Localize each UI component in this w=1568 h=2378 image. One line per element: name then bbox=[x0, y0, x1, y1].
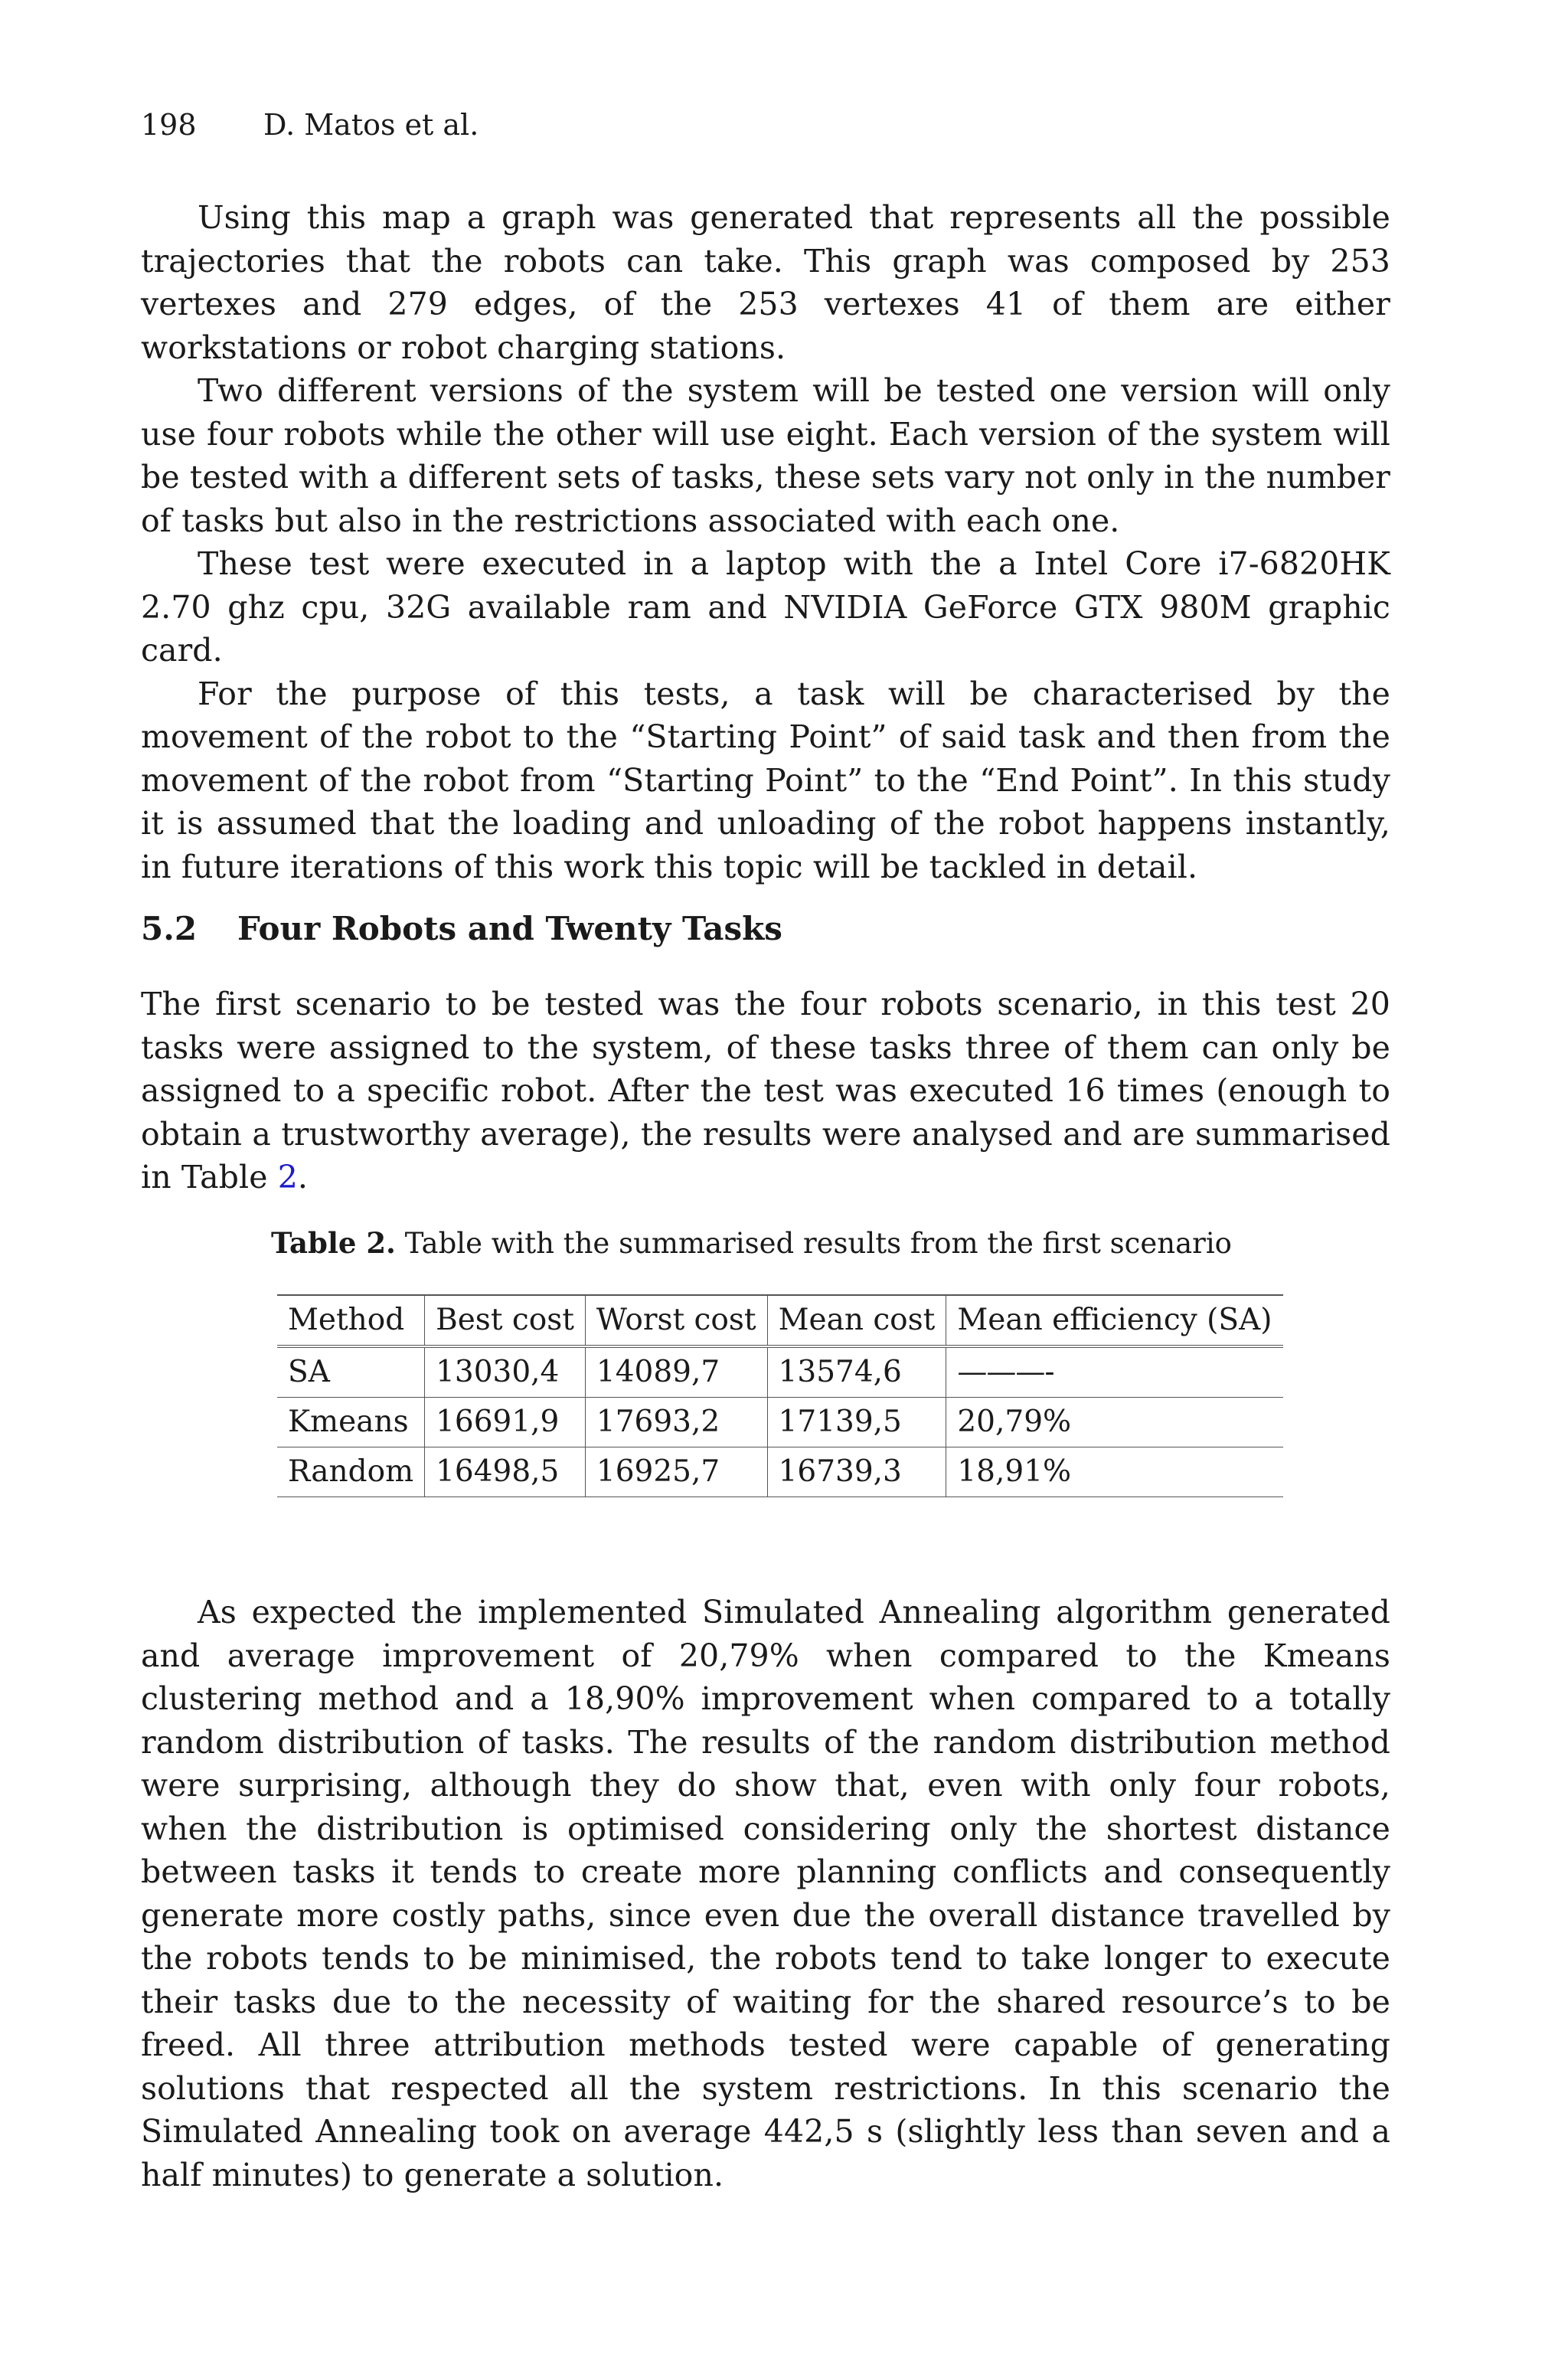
section-intro bbox=[141, 983, 1390, 1199]
paragraph-task-definition: For the purpose of this tests, a task will be characterised by the movement of the robot to the “Starting Point” of said task and then from the movement of the robot from “Starting Point” to the “End Point”. In this study it is assumed that the loading and unloading of the robot happens instantly, in future iterations of this work this topic will be tackled in detail. bbox=[141, 675, 1390, 885]
intro-paragraphs bbox=[141, 196, 1390, 888]
cell-mean-cost: 16739,3 bbox=[767, 1447, 946, 1497]
table-row bbox=[277, 1447, 1283, 1497]
header-mean-efficiency: Mean efficiency (SA) bbox=[946, 1295, 1283, 1346]
table-row bbox=[277, 1346, 1283, 1398]
first-scenario-end: . bbox=[297, 1159, 309, 1196]
table-caption-label: Table 2. bbox=[271, 1226, 396, 1260]
cell-mean-efficiency: ———- bbox=[946, 1346, 1283, 1398]
header-worst-cost: Worst cost bbox=[585, 1295, 767, 1346]
header-mean-cost: Mean cost bbox=[767, 1295, 946, 1346]
section-heading bbox=[141, 908, 782, 950]
cell-mean-efficiency: 18,91% bbox=[946, 1447, 1283, 1497]
section-title: Four Robots and Twenty Tasks bbox=[237, 910, 782, 947]
header-method: Method bbox=[288, 1303, 405, 1337]
cell-mean-efficiency: 20,79% bbox=[946, 1398, 1283, 1447]
cell-worst-cost: 17693,2 bbox=[585, 1398, 767, 1447]
cell-worst-cost: 16925,7 bbox=[585, 1447, 767, 1497]
section-number: 5.2 bbox=[141, 910, 198, 947]
cell-method: Random bbox=[288, 1454, 414, 1489]
paragraph-versions: Two different versions of the system will be tested one version will only use four robots while the other will use eight. Each version of the system will be tested with a different sets of tasks, these sets vary not only in the number of tasks but also in the restrictions associated with each one. bbox=[141, 372, 1390, 539]
paragraph-hardware: These test were executed in a laptop with the a Intel Core i7-6820HK 2.70 ghz cpu, 32G available ram and NVIDIA GeForce GTX 980M graphic card. bbox=[141, 545, 1390, 669]
cell-best-cost: 13030,4 bbox=[425, 1346, 586, 1398]
paragraph-results-discussion: As expected the implemented Simulated Annealing algorithm generated and average improvement of 20,79% when compared to the Kmeans clustering method and a 18,90% improvement when compared to a totally random distribution of tasks. The results of the random distribution method were surprising, although they do show that, even with only four robots, when the distribution is optimised considering only the shortest distance between tasks it tends to create more planning conflicts and consequently generate more costly paths, since even due the overall distance travelled by the robots tends to be minimised, the robots tend to take longer to execute their tasks due to the necessity of waiting for the shared resource’s to be freed. All three attribution methods tested were capable of generating solutions that respected all the system restrictions. In this scenario the Simulated Annealing took on average 442,5 s (slightly less than seven and a half minutes) to generate a solution. bbox=[141, 1594, 1390, 2193]
table-reference-link[interactable]: 2 bbox=[277, 1159, 298, 1196]
results-table bbox=[277, 1294, 1283, 1497]
running-head-authors: D. Matos et al. bbox=[263, 108, 479, 142]
cell-method: Kmeans bbox=[288, 1405, 409, 1439]
table-row bbox=[277, 1398, 1283, 1447]
header-best-cost: Best cost bbox=[425, 1295, 586, 1346]
paragraph-graph: Using this map a graph was generated that represents all the possible trajectories that the robots can take. This graph was composed by 253 vertexes and 279 edges, of the 253 vertexes 41 of them are either workstations or robot charging stations. bbox=[141, 199, 1390, 366]
results-discussion bbox=[141, 1591, 1390, 2196]
cell-mean-cost: 17139,5 bbox=[767, 1398, 946, 1447]
cell-method: SA bbox=[288, 1355, 330, 1389]
cell-mean-cost: 13574,6 bbox=[767, 1346, 946, 1398]
table-caption-text: Table with the summarised results from the first scenario bbox=[395, 1227, 1232, 1260]
cell-worst-cost: 14089,7 bbox=[585, 1346, 767, 1398]
running-head bbox=[141, 106, 479, 144]
cell-best-cost: 16691,9 bbox=[425, 1398, 586, 1447]
cell-best-cost: 16498,5 bbox=[425, 1447, 586, 1497]
table-header-row bbox=[277, 1295, 1283, 1346]
table-caption bbox=[271, 1224, 1232, 1263]
first-scenario-text: The first scenario to be tested was the four robots scenario, in this test 20 tasks were assigned to the system, of these tasks three of them can only be assigned to a specific robot. After the test was executed 16 times (enough to obtain a trustworthy average), the results were analysed and are summarised in Table bbox=[141, 986, 1390, 1196]
paragraph-first-scenario bbox=[141, 983, 1390, 1199]
page-number: 198 bbox=[141, 108, 197, 142]
